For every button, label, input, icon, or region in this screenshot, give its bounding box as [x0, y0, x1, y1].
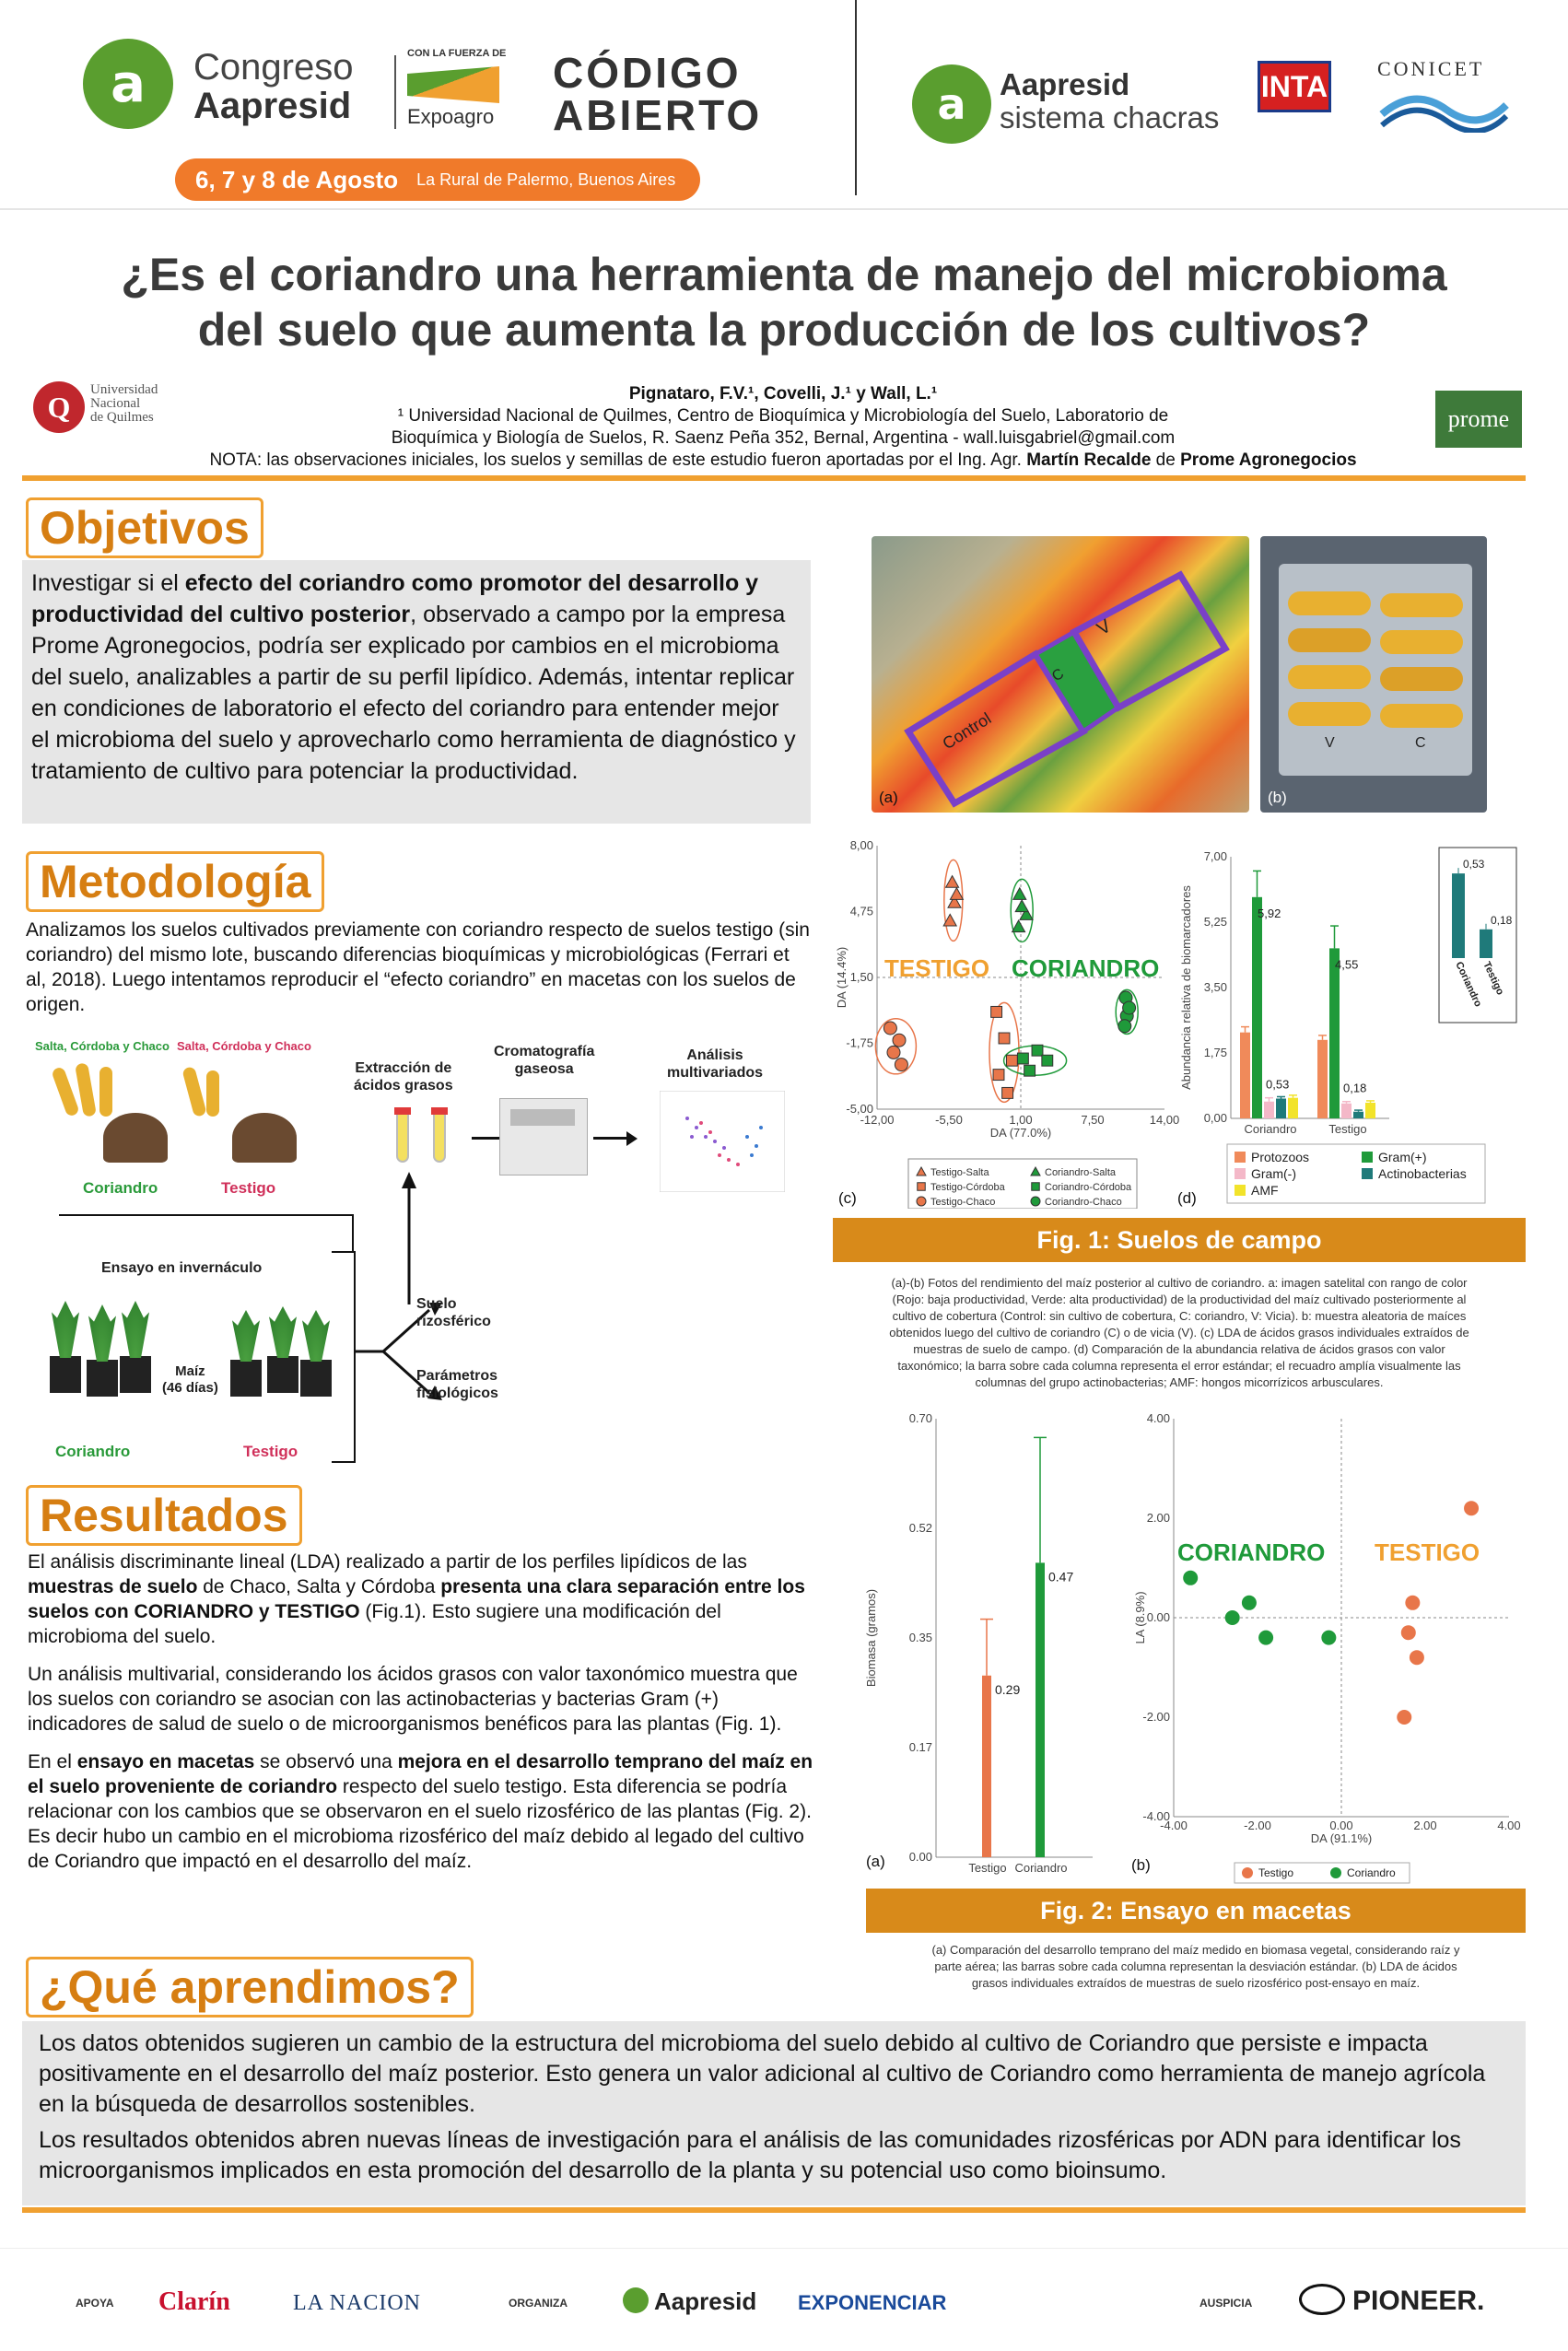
out1-line1: Suelo [416, 1296, 457, 1312]
bar [982, 1676, 991, 1857]
pioneer-icon [1299, 2284, 1345, 2315]
data-label: 0.29 [995, 1681, 1021, 1697]
header-separator [855, 0, 857, 195]
scatter-point [993, 1070, 1004, 1081]
y-tick-label: 1,75 [1203, 1046, 1227, 1059]
note-prefix: NOTA: las observaciones iniciales, los suelos y semillas de este estudio fueron aportadas por el Ing. Agr. [209, 450, 1027, 470]
data-label: 0,53 [1266, 1077, 1290, 1092]
corn-ear [1380, 667, 1463, 691]
legend-label: Testigo-Chaco [930, 1197, 996, 1208]
poster-title [28, 247, 1540, 357]
title-line2: del suelo que aumenta la producción de los cultivos? [197, 304, 1371, 356]
aprendimos-p1: Los datos obtenidos sugieren un cambio de la estructura del microbioma del suelo debido al cultivo de Coriandro que persiste e impacta positivamente en el desarrollo del maíz posterior. Esto genera un valor adicional al cultivo de Coriandro como herramienta de manejo agrícola en la búsqueda de desarrollos sostenibles. [39, 2030, 1486, 2117]
pot-icon [300, 1360, 332, 1397]
corn-icon [206, 1070, 219, 1117]
event-venue: La Rural de Palermo, Buenos Aires [416, 170, 676, 189]
inset-label: 0,18 [1491, 913, 1513, 927]
testigo-label: Testigo [221, 1179, 276, 1197]
fig1-label-c: (c) [838, 1189, 857, 1207]
metodologia-text: Analizamos los suelos cultivados previamente con coriandro respecto de suelos testigo (sin coriandro) del mismo lote, buscando diferencias bioquímicas y microbiológicas (Ferrari et al, 2018). Luego intentamos reproducir el “efecto coriandro” en macetas con los suelos de origen. [26, 919, 810, 1015]
coriandro-pots-icon [41, 1292, 160, 1411]
fig1-caption-l7: columnas del grupo actinobacterias; AMF: hongos micorrízicos arbusculares. [975, 1375, 1384, 1389]
objetivos-b1: efecto del coriandro como promotor del desarrollo y productividad del cultivo posterior [31, 570, 759, 627]
fig1-caption-l2: (Rojo: baja productividad, Verde: alta productividad) de la productividad del maíz cultivado posteriormente al [892, 1292, 1467, 1306]
step3-label [667, 1047, 763, 1082]
corn-icon [99, 1067, 112, 1117]
scatter-point [1401, 1625, 1416, 1640]
photo-control-label: Control [939, 708, 995, 754]
resultados-p3 [28, 1749, 820, 1874]
scatter-point [1183, 1571, 1198, 1585]
bar [1252, 897, 1262, 1118]
plant-icon [52, 1301, 79, 1358]
photo-c-label: C [1049, 665, 1067, 685]
inta-logo: INTA [1258, 61, 1331, 112]
x-tick-label: -2.00 [1244, 1819, 1271, 1832]
pot-icon [120, 1356, 151, 1393]
step1-label [354, 1059, 453, 1094]
bracket-line [59, 1214, 354, 1216]
res-p1-b2: presenta una clara separación entre los suelos con CORIANDRO y TESTIGO [28, 1576, 805, 1622]
prome-logo: prome [1435, 391, 1522, 448]
annotation-coriandro: CORIANDRO [1177, 1538, 1326, 1566]
sistema-chacras-logo-icon: a [912, 64, 991, 144]
corn-ear [1288, 665, 1371, 689]
apoya-label: APOYA [76, 2297, 114, 2310]
y-tick-label: 0.35 [908, 1631, 932, 1644]
legend-swatch [1362, 1168, 1373, 1179]
y-tick-label: -2.00 [1142, 1710, 1170, 1724]
event-date: 6, 7 y 8 de Agosto [195, 165, 399, 193]
aapresid-logo-icon: a [83, 39, 173, 129]
inset-bar [1452, 873, 1465, 958]
note-name: Martín Recalde [1026, 450, 1152, 470]
fig2-caption-l2: parte aérea; las barras sobre cada columna representan la desviación estándar. (b) LDA de ácidos [934, 1959, 1457, 1973]
x-axis-label: DA (77.0%) [989, 1126, 1052, 1140]
x-tick-label: 1,00 [1009, 1113, 1033, 1127]
data-label: 0,18 [1343, 1081, 1367, 1095]
x-tick-label: -4.00 [1160, 1819, 1188, 1832]
footer-aapresid-logo: Aapresid [654, 2287, 757, 2315]
scatter-point [1242, 1596, 1257, 1610]
bar [1365, 1103, 1375, 1118]
legend-marker [1330, 1867, 1341, 1878]
scatter-point [1397, 1710, 1411, 1725]
x-tick-label: -5,50 [935, 1113, 963, 1127]
legend-swatch [1235, 1168, 1246, 1179]
y-tick-label: 7,00 [1203, 849, 1227, 863]
author-names: Pignataro, F.V.¹, Covelli, J.¹ y Wall, L.¹ [628, 384, 938, 404]
resultados-heading: Resultados [26, 1485, 302, 1546]
tube-cap-icon [431, 1107, 448, 1115]
y-tick-label: 2.00 [1146, 1511, 1170, 1525]
fig1-caption-l4: obtenidos luego del cultivo de coriandro (C) o de vicia (V). (c) LDA de ácidos grasos individuales extraídos de [889, 1326, 1469, 1339]
photo-v-label: V [1093, 615, 1115, 640]
fig2b-lda-chart [1131, 1406, 1526, 1885]
scatter-point [1006, 1055, 1017, 1066]
legend-label: Coriandro-Chaco [1045, 1197, 1122, 1208]
res-p1-t1: El análisis discriminante lineal (LDA) realizado a partir de los perfiles lipídicos de las [28, 1551, 747, 1573]
pot-icon [267, 1356, 298, 1393]
origin-red-label: Salta, Córdoba y Chaco [177, 1039, 311, 1053]
x-tick-label: 2.00 [1413, 1819, 1437, 1832]
resultados-p1 [28, 1550, 820, 1649]
aprendimos-p2: Los resultados obtenidos abren nuevas líneas de investigación para el análisis de las comunidades rizosféricas por ADN para identificar los microorganismos implicados en esta promoción del desarrollo de la planta y su potencial uso como bioinsumo. [39, 2127, 1461, 2183]
pot-icon [87, 1360, 118, 1397]
footer-sponsors [0, 2248, 1568, 2351]
legend-marker [918, 1183, 926, 1191]
step1-line1: Extracción de [355, 1060, 452, 1076]
fig2-banner: Fig. 2: Ensayo en macetas [866, 1889, 1526, 1933]
scatter-point [1017, 1053, 1028, 1064]
bracket-line [352, 1214, 354, 1251]
x-tick-label: Coriandro [1244, 1122, 1297, 1136]
expoagro-text: Expoagro [407, 105, 495, 128]
legend-label: Gram(+) [1378, 1150, 1427, 1164]
legend-label: Coriandro-Salta [1045, 1167, 1117, 1178]
plant-icon [232, 1310, 260, 1362]
corn-ear [1288, 628, 1371, 652]
y-tick-label: -1,75 [846, 1035, 873, 1050]
fig2-label-a: (a) [866, 1853, 885, 1870]
scatter-point [1015, 900, 1028, 912]
res-p1-t2: de Chaco, Salta y Córdoba [197, 1576, 441, 1597]
out2-line1: Parámetros [416, 1368, 498, 1384]
y-tick-label: -5,00 [846, 1102, 873, 1116]
objetivos-heading: Objetivos [26, 497, 263, 558]
legend-label: Gram(-) [1251, 1166, 1296, 1181]
scatter-point [1032, 1045, 1043, 1056]
y-tick-label: 0.00 [1146, 1610, 1170, 1624]
bar [1276, 1098, 1286, 1118]
date-banner [175, 158, 700, 201]
fig1-caption-l6: taxonómico; la barra sobre cada columna representa el error estándar; el recuadro amplía visualmente las [897, 1359, 1461, 1373]
unq-line2: Nacional [90, 396, 141, 411]
legend-swatch [1235, 1152, 1246, 1163]
y-tick-label: 0.52 [908, 1521, 932, 1535]
origin-green-label: Salta, Córdoba y Chaco [35, 1039, 170, 1053]
footer-aapresid-icon [623, 2287, 649, 2313]
fig2-caption-l3: grasos individuales extraídos de muestras de suelo rizosférico post-ensayo en maíz. [971, 1976, 1421, 1990]
corn-ear [1380, 593, 1463, 617]
bar [1353, 1112, 1363, 1118]
x-tick-label: 4.00 [1497, 1819, 1521, 1832]
inset-category: Testigo [1480, 960, 1506, 997]
inset-bar [1480, 930, 1492, 958]
step2-line1: Cromatografía [494, 1044, 595, 1059]
aprendimos-heading: ¿Qué aprendimos? [26, 1957, 474, 2018]
x-tick-label: 0.00 [1329, 1819, 1353, 1832]
lanacion-logo: LA NACION [293, 2291, 421, 2315]
bar [1240, 1033, 1250, 1118]
bracket-line [332, 1251, 356, 1253]
aprendimos-box [22, 2021, 1526, 2205]
scatter-point [1024, 1065, 1036, 1076]
scatter-point [1464, 1501, 1479, 1515]
con-la-fuerza-text: CON LA FUERZA DE [407, 48, 507, 59]
objetivos-t1: Investigar si el [31, 570, 185, 596]
conicet-wave-icon [1377, 87, 1511, 133]
y-tick-label: 3,50 [1203, 980, 1227, 994]
corn-ear [1380, 704, 1463, 728]
fig1c-lda-chart [833, 835, 1185, 1209]
step2-line2: gaseosa [514, 1061, 574, 1077]
objetivos-t2: , observado a campo por la empresa Prome Agronegocios, podría ser explicado por cambios en el microbioma del suelo, analizables a partir de su perfil lipídico. Además, intentar replicar en condiciones de laboratorio el efecto del coriandro para entender mejor el microbioma del suelo y aprovecharlo como herramienta de diagnóstico y tratamiento de cultivo para potenciar la productividad. [31, 602, 796, 784]
legend-label: Coriandro-Córdoba [1045, 1182, 1132, 1193]
scatter-point [950, 888, 963, 900]
annotation-testigo: TESTIGO [884, 954, 990, 982]
bar [1288, 1098, 1298, 1118]
scatter-point [1042, 1055, 1053, 1066]
soil-mound-icon [232, 1113, 297, 1163]
y-tick-label: 0,00 [1203, 1111, 1227, 1125]
y-tick-label: 4,75 [849, 904, 873, 918]
y-tick-label: -4.00 [1142, 1809, 1170, 1823]
legend-label: Testigo [1258, 1866, 1294, 1879]
bar [1329, 948, 1340, 1118]
header-banner [0, 0, 1568, 210]
step3-line1: Análisis [686, 1047, 743, 1063]
pot-icon [230, 1360, 262, 1397]
scatter-point [1123, 1001, 1136, 1014]
codigo-line2: ABIERTO [553, 91, 763, 139]
scatter-point [1118, 1020, 1131, 1033]
scatter-point [887, 1046, 900, 1059]
output-parametros-label [416, 1367, 498, 1402]
exponencial-logo: EXPONENCIAR [798, 2291, 947, 2314]
arrow-right-icon [593, 1137, 630, 1140]
test-tube-icon [433, 1111, 446, 1163]
y-tick-label: 0.17 [908, 1740, 932, 1754]
scatter-point [1013, 888, 1026, 900]
title-rule [22, 475, 1526, 481]
fig1-label-b: (b) [1268, 789, 1287, 806]
fig1-banner: Fig. 1: Suelos de campo [833, 1218, 1526, 1262]
bar [1264, 1102, 1274, 1118]
res-p3-t1: En el [28, 1751, 77, 1772]
corn-photo [1260, 536, 1487, 813]
congreso-logo-text [193, 48, 353, 125]
x-tick-label: Testigo [1328, 1122, 1367, 1136]
resultados-text [28, 1550, 820, 1874]
multivariate-plot-icon [660, 1091, 785, 1192]
scatter-point [883, 1022, 896, 1035]
scatter-point [1405, 1596, 1420, 1610]
methodology-diagram [22, 1034, 814, 1467]
codigo-abierto-logo [553, 49, 763, 139]
legend-swatch [1362, 1152, 1373, 1163]
objetivos-text [22, 560, 811, 824]
clarin-logo: Clarín [158, 2287, 230, 2316]
plant-icon [302, 1310, 330, 1362]
inset-label: 0,53 [1463, 858, 1485, 871]
plant-icon [88, 1304, 116, 1362]
testigo-pots-icon [221, 1292, 341, 1411]
note-mid: de [1151, 450, 1181, 470]
resultados-p2: Un análisis multivarial, considerando los ácidos grasos con valor taxonómico muestra que los suelos con coriandro se asocian con las actinobacterias y bacterias Gram (+) indicadores de salud de suelo o de microorganismos benéficos para las plantas (Fig. 1). [28, 1664, 798, 1735]
maiz-label [162, 1363, 218, 1397]
y-tick-label: 5,25 [1203, 915, 1227, 929]
scatter-point [1225, 1610, 1240, 1625]
testigo-label-2: Testigo [243, 1443, 298, 1460]
scatter-point [1258, 1631, 1273, 1645]
step3-line2: multivariados [667, 1065, 764, 1081]
legend-marker [1242, 1867, 1253, 1878]
maiz-line2: (46 días) [162, 1380, 218, 1396]
bar [1317, 1040, 1328, 1118]
soil-mound-icon [103, 1113, 168, 1163]
scatter-point [946, 876, 959, 888]
corn-ear [1288, 702, 1371, 726]
legend-swatch [1235, 1185, 1246, 1196]
data-label: 4,55 [1335, 957, 1359, 972]
fig1-caption-l3: cultivo de cobertura (Control: sin cultivo de cobertura, C: coriandro, V: Vicia). b: muestra aleatoria de maíces [892, 1309, 1467, 1323]
res-p3-t2: se observó una [254, 1751, 398, 1772]
unq-logo-icon: Q [33, 381, 85, 433]
annotation-testigo: TESTIGO [1375, 1538, 1480, 1566]
y-axis-label: Biomasa (gramos) [864, 1588, 878, 1688]
step2-label [494, 1043, 594, 1078]
x-tick-label: 14,00 [1149, 1113, 1180, 1127]
res-p1-t3: (Fig.1). Esto sugiere una modificación del microbioma del suelo. [28, 1601, 721, 1647]
corn-c-label: C [1415, 735, 1426, 751]
organiza-label: ORGANIZA [509, 2297, 568, 2310]
y-tick-label: 4.00 [1146, 1411, 1170, 1425]
legend-marker [1031, 1197, 1040, 1206]
scatter-point [1012, 920, 1025, 932]
fig1-label-d: (d) [1177, 1189, 1197, 1207]
header-divider [394, 55, 396, 129]
sistema-chacras-text [1000, 68, 1219, 135]
sistema-line2: sistema chacras [1000, 100, 1220, 135]
unq-line1: Universidad [90, 382, 158, 397]
conicet-logo: CONICET [1377, 57, 1485, 80]
x-tick-label: -12,00 [860, 1113, 895, 1127]
scatter-point [1410, 1650, 1424, 1665]
affiliation-line1: ¹ Universidad Nacional de Quilmes, Centro de Bioquímica y Microbiología del Suelo, Laboratorio de [397, 406, 1169, 426]
res-p3-t3: respecto del suelo testigo. Esta diferencia se podría relacionar con los cambios que se observaron en el suelo rizosférico de las plantas (Fig. 2). Es decir hubo un cambio en el microbioma rizosférico del maíz debido al legado del cultivo de Coriandro que impactó en el desarrollo del maíz. [28, 1776, 812, 1872]
corn-v-label: V [1325, 735, 1335, 751]
plant-icon [269, 1306, 297, 1358]
x-tick-label: Testigo [968, 1861, 1007, 1875]
fig2-label-b: (b) [1131, 1856, 1151, 1874]
fig2a-bar-chart [862, 1406, 1139, 1885]
metodologia-heading: Metodología [26, 851, 324, 912]
scatter-point [893, 1034, 906, 1047]
legend-label: Testigo-Salta [930, 1167, 989, 1178]
tube-cap-icon [394, 1107, 411, 1115]
y-axis-label: DA (14.4%) [835, 946, 848, 1009]
legend-label: AMF [1251, 1183, 1279, 1198]
chromatograph-panel-icon [510, 1109, 575, 1126]
bar [1036, 1562, 1045, 1857]
fig1-label-a: (a) [879, 789, 898, 806]
legend-marker [1032, 1183, 1040, 1191]
res-p3-b1: ensayo en macetas [76, 1751, 255, 1772]
x-axis-label: DA (91.1%) [1310, 1831, 1373, 1845]
maiz-line1: Maíz [175, 1363, 205, 1379]
bracket-line [332, 1461, 356, 1463]
legend-label: Testigo-Córdoba [930, 1182, 1005, 1193]
corn-icon [181, 1066, 206, 1117]
out1-line2: rizosférico [416, 1314, 491, 1329]
y-tick-label: 0.70 [908, 1411, 932, 1425]
bottom-rule [22, 2207, 1526, 2213]
data-label: 5,92 [1258, 906, 1281, 920]
fig1-caption [833, 1275, 1526, 1391]
legend-marker [917, 1197, 926, 1206]
scatter-point [895, 1059, 907, 1071]
res-p3-b2: mejora en el desarrollo temprano del maíz en el suelo proveniente de coriandro [28, 1751, 813, 1797]
authors-block [147, 383, 1419, 472]
arrowhead-icon [626, 1131, 638, 1146]
fig2-caption [866, 1942, 1526, 1992]
legend-label: Actinobacterias [1378, 1166, 1467, 1181]
expoagro-logo-icon [407, 66, 499, 103]
inset-category: Coriandro [1453, 960, 1484, 1009]
legend-label: Coriandro [1347, 1866, 1396, 1879]
scatter-point [1002, 1087, 1013, 1098]
pioneer-logo: PIONEER. [1352, 2286, 1485, 2316]
corn-ear [1288, 591, 1371, 615]
coriandro-label: Coriandro [83, 1179, 158, 1197]
codigo-line1: CÓDIGO [553, 49, 742, 97]
y-axis-label: LA (8.9%) [1133, 1591, 1147, 1644]
step1-line2: ácidos grasos [354, 1078, 453, 1094]
fig1d-bar-chart [1176, 840, 1526, 1214]
congreso-line2: Aapresid [193, 86, 352, 126]
unq-line3: de Quilmes [90, 410, 154, 425]
y-tick-label: 8,00 [849, 838, 873, 852]
note-line [147, 450, 1419, 472]
auspicia-label: AUSPICIA [1199, 2297, 1253, 2310]
plant-icon [122, 1301, 149, 1358]
annotation-coriandro: CORIANDRO [1012, 954, 1160, 982]
res-p1-b1: muestras de suelo [28, 1576, 198, 1597]
fig1-caption-l1: (a)-(b) Fotos del rendimiento del maíz posterior al cultivo de coriandro. a: imagen satelital con rango de color [891, 1276, 1468, 1290]
note-company: Prome Agronegocios [1180, 450, 1357, 470]
x-tick-label: 7,50 [1081, 1113, 1105, 1127]
x-tick-label: Coriandro [1014, 1861, 1068, 1875]
title-line1: ¿Es el coriandro una herramienta de manejo del microbioma [121, 249, 1447, 300]
satellite-photo [872, 536, 1249, 813]
fig1-caption-l5: muestras de suelo de campo. (d) Comparación de la abundancia relativa de ácidos grasos con valor [913, 1342, 1445, 1356]
scatter-point [999, 1033, 1010, 1044]
sistema-line1: Aapresid [1000, 67, 1130, 101]
corn-ear [1380, 630, 1463, 654]
pot-icon [50, 1356, 81, 1393]
y-axis-label: Abundancia relativa de biomarcadores [1179, 885, 1193, 1090]
y-tick-label: 0.00 [908, 1850, 932, 1864]
output-suelo-label [416, 1295, 491, 1330]
scatter-point [1321, 1631, 1336, 1645]
satellite-overlay [872, 536, 1249, 813]
out2-line2: fisiológicos [416, 1386, 498, 1401]
test-tube-icon [396, 1111, 409, 1163]
congreso-line1: Congreso [193, 47, 354, 88]
coriandro-label-2: Coriandro [55, 1443, 131, 1460]
scatter-point [991, 1006, 1002, 1017]
fig2-caption-l1: (a) Comparación del desarrollo temprano del maíz medido en biomasa vegetal, considerando raíz y [931, 1943, 1460, 1957]
legend-label: Protozoos [1251, 1150, 1310, 1164]
y-tick-label: 1,50 [849, 970, 873, 984]
bar [1341, 1104, 1352, 1118]
data-label: 0.47 [1048, 1569, 1074, 1585]
ensayo-label: Ensayo en invernáculo [101, 1260, 263, 1276]
affiliation-line2: Bioquímica y Biología de Suelos, R. Saenz Peña 352, Bernal, Argentina - wall.luisgabriel@gmail.com [391, 428, 1176, 448]
